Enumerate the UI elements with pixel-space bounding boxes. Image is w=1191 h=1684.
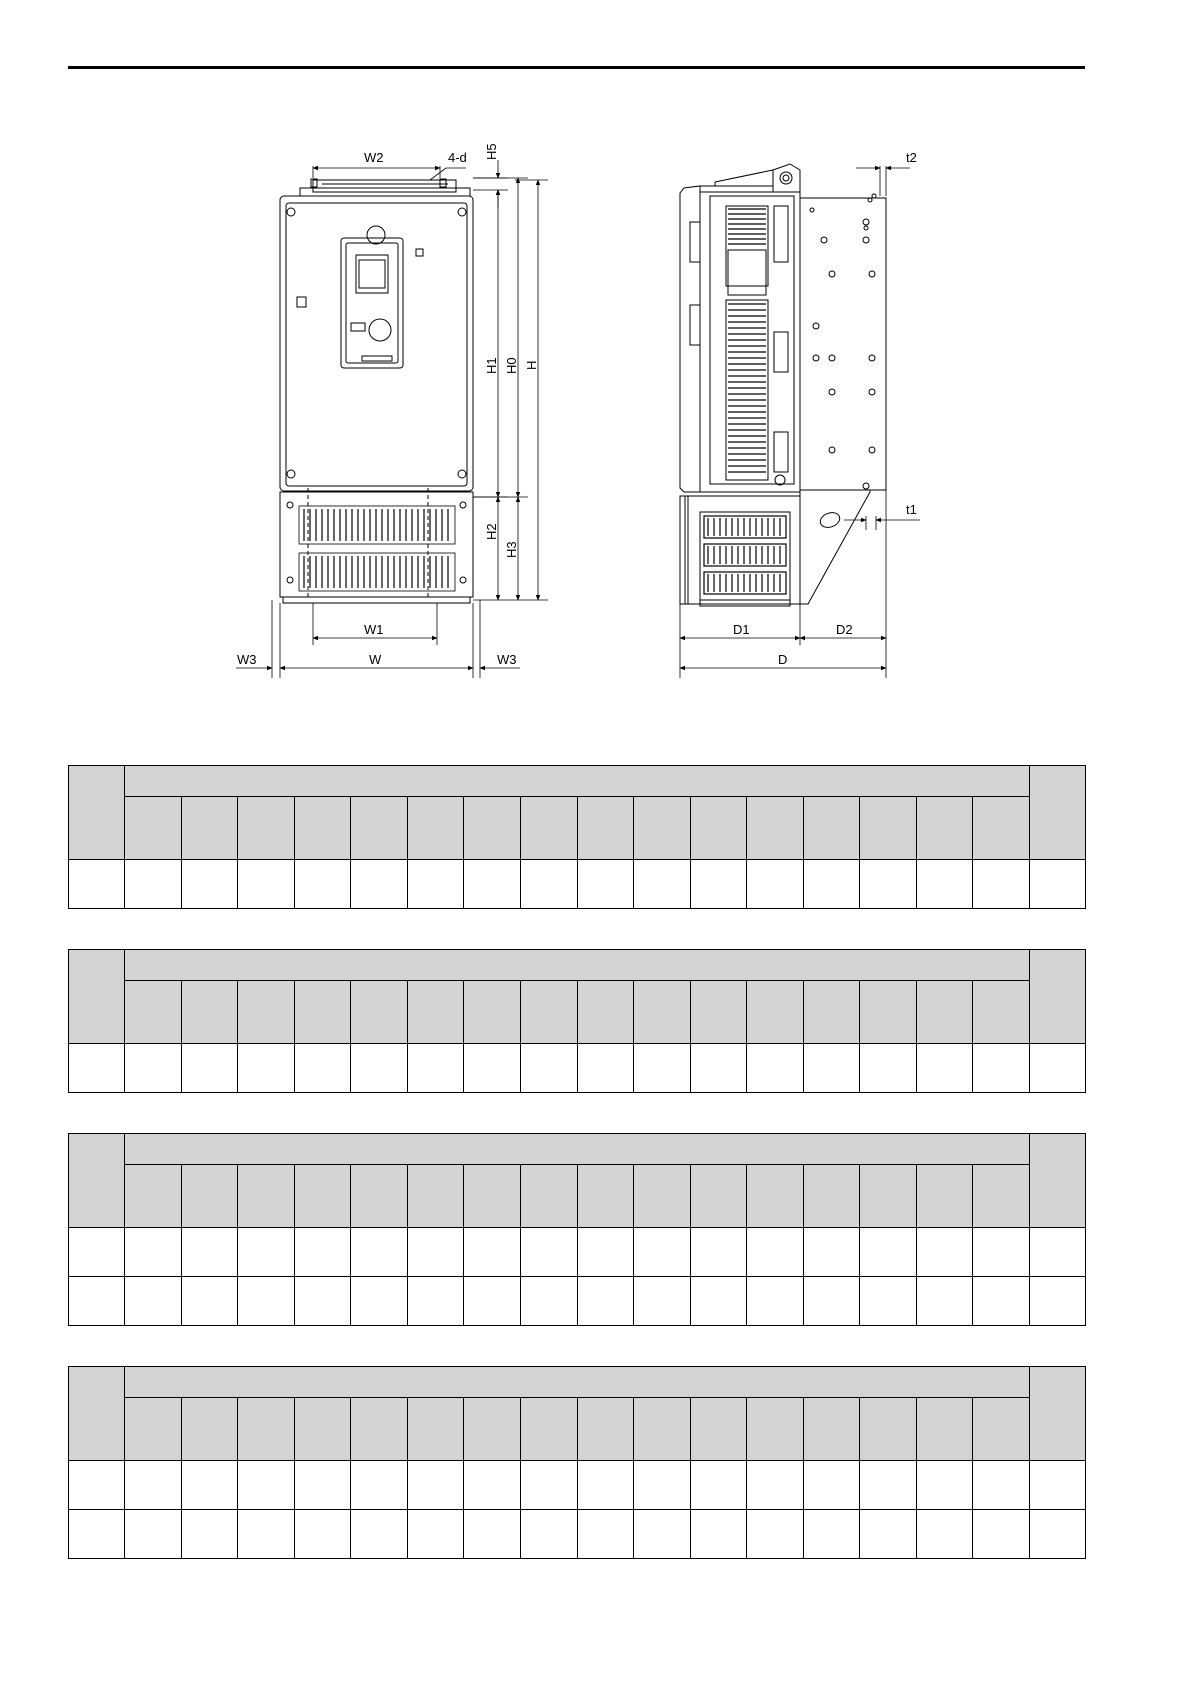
- table-cell: [1030, 1044, 1086, 1093]
- column-header-cell: [181, 1165, 238, 1228]
- table-cell: [634, 1510, 691, 1559]
- table-cell: [407, 1277, 464, 1326]
- table-cell: [464, 1277, 521, 1326]
- table-cell: [238, 1277, 295, 1326]
- column-header-cell: [803, 981, 860, 1044]
- table-cell: [1030, 860, 1086, 909]
- table-cell: [294, 1277, 351, 1326]
- column-header-cell: [407, 981, 464, 1044]
- table-cell: [464, 1510, 521, 1559]
- dimension-table-3: [68, 1133, 1086, 1326]
- label-t1: t1: [906, 502, 917, 517]
- table-cell: [916, 1228, 973, 1277]
- label-h0: H0: [504, 357, 519, 374]
- label-hole: 4-d: [448, 150, 467, 165]
- column-header-cell: [916, 797, 973, 860]
- table-cell: [181, 860, 238, 909]
- column-header-cell: [860, 797, 917, 860]
- dimension-drawing: [0, 0, 1191, 720]
- table-cell: [69, 1228, 125, 1277]
- column-header-cell: [747, 1398, 804, 1461]
- table-cell: [690, 1044, 747, 1093]
- label-h: H: [524, 360, 539, 370]
- table-cell: [238, 860, 295, 909]
- table-cell: [690, 860, 747, 909]
- table-row: [69, 1228, 1086, 1277]
- table-cell: [860, 1461, 917, 1510]
- table-cell: [1030, 1461, 1086, 1510]
- column-header-cell: [577, 981, 634, 1044]
- table-cell: [238, 1510, 295, 1559]
- column-header-cell: [520, 981, 577, 1044]
- table-cell: [973, 1277, 1030, 1326]
- column-header-cell: [181, 797, 238, 860]
- table-cell: [294, 860, 351, 909]
- column-header-cell: [294, 1165, 351, 1228]
- header-group-cell: [125, 766, 1030, 797]
- label-w1: W1: [364, 622, 384, 637]
- table-cell: [860, 1277, 917, 1326]
- column-header-cell: [747, 981, 804, 1044]
- header-cell: [69, 1134, 125, 1228]
- column-header-cell: [181, 981, 238, 1044]
- column-header-cell: [690, 797, 747, 860]
- table-cell: [634, 1277, 691, 1326]
- table-cell: [125, 860, 182, 909]
- column-header-cell: [803, 1165, 860, 1228]
- column-header-cell: [238, 981, 295, 1044]
- table-cell: [577, 1461, 634, 1510]
- table-cell: [407, 1044, 464, 1093]
- label-w3-right: W3: [497, 652, 517, 667]
- table-cell: [973, 1044, 1030, 1093]
- column-header-cell: [634, 1165, 691, 1228]
- column-header-cell: [577, 797, 634, 860]
- table-cell: [125, 1510, 182, 1559]
- table-cell: [803, 1277, 860, 1326]
- table-cell: [520, 1510, 577, 1559]
- table-cell: [1030, 1277, 1086, 1326]
- table-cell: [351, 860, 408, 909]
- table-cell: [860, 860, 917, 909]
- column-header-cell: [294, 981, 351, 1044]
- table-cell: [803, 1510, 860, 1559]
- column-header-cell: [294, 797, 351, 860]
- table-cell: [1030, 1228, 1086, 1277]
- column-header-cell: [407, 1165, 464, 1228]
- table-cell: [464, 1228, 521, 1277]
- column-header-cell: [464, 797, 521, 860]
- column-header-cell: [634, 1398, 691, 1461]
- header-group-cell: [125, 1134, 1030, 1165]
- label-d1: D1: [733, 622, 750, 637]
- table-cell: [294, 1228, 351, 1277]
- column-header-cell: [577, 1165, 634, 1228]
- label-w: W: [369, 652, 382, 667]
- table-cell: [747, 1228, 804, 1277]
- table-cell: [351, 1461, 408, 1510]
- table-row: [69, 1277, 1086, 1326]
- table-row: [69, 1461, 1086, 1510]
- column-header-cell: [860, 1165, 917, 1228]
- column-header-cell: [351, 1398, 408, 1461]
- header-cell: [1030, 1134, 1086, 1228]
- dimension-table-4: [68, 1366, 1086, 1559]
- table-cell: [690, 1510, 747, 1559]
- table-cell: [69, 1044, 125, 1093]
- column-header-cell: [464, 981, 521, 1044]
- table-cell: [803, 1044, 860, 1093]
- column-header-cell: [973, 981, 1030, 1044]
- column-header-cell: [690, 1165, 747, 1228]
- table-cell: [690, 1228, 747, 1277]
- table-cell: [520, 1228, 577, 1277]
- header-cell: [1030, 766, 1086, 860]
- table-cell: [351, 1510, 408, 1559]
- table-cell: [181, 1510, 238, 1559]
- table-cell: [464, 860, 521, 909]
- column-header-cell: [634, 797, 691, 860]
- column-header-cell: [803, 1398, 860, 1461]
- label-w3-left: W3: [237, 652, 257, 667]
- column-header-cell: [125, 1165, 182, 1228]
- table-cell: [634, 1461, 691, 1510]
- header-cell: [69, 766, 125, 860]
- table-cell: [294, 1510, 351, 1559]
- table-cell: [916, 1044, 973, 1093]
- column-header-cell: [803, 797, 860, 860]
- label-h2: H2: [484, 523, 499, 540]
- table-row: [69, 1510, 1086, 1559]
- table-cell: [860, 1044, 917, 1093]
- table-cell: [803, 860, 860, 909]
- label-h3: H3: [504, 541, 519, 558]
- table-cell: [294, 1461, 351, 1510]
- column-header-cell: [520, 797, 577, 860]
- table-cell: [125, 1277, 182, 1326]
- table-cell: [125, 1461, 182, 1510]
- side-view: [680, 164, 886, 606]
- table-cell: [238, 1461, 295, 1510]
- table-cell: [577, 1277, 634, 1326]
- header-cell: [69, 1367, 125, 1461]
- column-header-cell: [181, 1398, 238, 1461]
- column-header-cell: [238, 1398, 295, 1461]
- column-header-cell: [690, 1398, 747, 1461]
- table-cell: [351, 1228, 408, 1277]
- column-header-cell: [973, 1165, 1030, 1228]
- column-header-cell: [747, 797, 804, 860]
- table-cell: [973, 1510, 1030, 1559]
- column-header-cell: [125, 1398, 182, 1461]
- column-header-cell: [407, 797, 464, 860]
- table-cell: [407, 860, 464, 909]
- header-cell: [69, 950, 125, 1044]
- column-header-cell: [860, 981, 917, 1044]
- header-cell: [1030, 950, 1086, 1044]
- column-header-cell: [634, 981, 691, 1044]
- table-cell: [69, 860, 125, 909]
- table-cell: [916, 1277, 973, 1326]
- label-t2: t2: [906, 150, 917, 165]
- column-header-cell: [351, 981, 408, 1044]
- table-cell: [803, 1461, 860, 1510]
- column-header-cell: [690, 981, 747, 1044]
- column-header-cell: [294, 1398, 351, 1461]
- table-cell: [634, 860, 691, 909]
- header-group-cell: [125, 1367, 1030, 1398]
- column-header-cell: [520, 1165, 577, 1228]
- table-cell: [181, 1461, 238, 1510]
- table-cell: [860, 1510, 917, 1559]
- column-header-cell: [351, 797, 408, 860]
- column-header-cell: [407, 1398, 464, 1461]
- table-cell: [577, 1228, 634, 1277]
- column-header-cell: [916, 1398, 973, 1461]
- dimension-table-1: [68, 765, 1086, 909]
- dimension-table-2: [68, 949, 1086, 1093]
- table-cell: [803, 1228, 860, 1277]
- table-cell: [520, 860, 577, 909]
- table-cell: [294, 1044, 351, 1093]
- table-cell: [351, 1044, 408, 1093]
- table-cell: [125, 1044, 182, 1093]
- column-header-cell: [464, 1398, 521, 1461]
- table-cell: [690, 1277, 747, 1326]
- table-cell: [181, 1044, 238, 1093]
- table-row: [69, 1044, 1086, 1093]
- table-cell: [181, 1277, 238, 1326]
- table-cell: [916, 1461, 973, 1510]
- column-header-cell: [747, 1165, 804, 1228]
- column-header-cell: [238, 1165, 295, 1228]
- table-cell: [577, 860, 634, 909]
- table-cell: [860, 1228, 917, 1277]
- column-header-cell: [973, 797, 1030, 860]
- table-cell: [634, 1044, 691, 1093]
- table-cell: [520, 1277, 577, 1326]
- table-cell: [69, 1461, 125, 1510]
- front-view: [280, 179, 473, 603]
- table-cell: [973, 1228, 1030, 1277]
- table-cell: [747, 1510, 804, 1559]
- table-cell: [577, 1044, 634, 1093]
- table-cell: [634, 1228, 691, 1277]
- table-cell: [690, 1461, 747, 1510]
- table-cell: [407, 1510, 464, 1559]
- table-cell: [973, 860, 1030, 909]
- column-header-cell: [860, 1398, 917, 1461]
- table-cell: [238, 1228, 295, 1277]
- table-cell: [577, 1510, 634, 1559]
- table-cell: [69, 1510, 125, 1559]
- label-w2: W2: [364, 150, 384, 165]
- column-header-cell: [916, 981, 973, 1044]
- table-cell: [916, 860, 973, 909]
- column-header-cell: [520, 1398, 577, 1461]
- column-header-cell: [464, 1165, 521, 1228]
- table-cell: [238, 1044, 295, 1093]
- table-cell: [973, 1461, 1030, 1510]
- column-header-cell: [351, 1165, 408, 1228]
- header-cell: [1030, 1367, 1086, 1461]
- table-cell: [747, 1277, 804, 1326]
- table-cell: [747, 1044, 804, 1093]
- column-header-cell: [238, 797, 295, 860]
- column-header-cell: [973, 1398, 1030, 1461]
- header-group-cell: [125, 950, 1030, 981]
- table-row: [69, 860, 1086, 909]
- table-cell: [181, 1228, 238, 1277]
- table-cell: [916, 1510, 973, 1559]
- table-cell: [464, 1044, 521, 1093]
- label-h5: H5: [484, 143, 499, 160]
- label-h1: H1: [484, 357, 499, 374]
- column-header-cell: [916, 1165, 973, 1228]
- table-cell: [125, 1228, 182, 1277]
- table-cell: [1030, 1510, 1086, 1559]
- column-header-cell: [125, 797, 182, 860]
- label-d: D: [778, 652, 788, 667]
- table-cell: [520, 1044, 577, 1093]
- table-cell: [464, 1461, 521, 1510]
- table-cell: [407, 1228, 464, 1277]
- column-header-cell: [125, 981, 182, 1044]
- label-d2: D2: [836, 622, 853, 637]
- table-cell: [69, 1277, 125, 1326]
- table-cell: [407, 1461, 464, 1510]
- table-cell: [747, 1461, 804, 1510]
- table-cell: [520, 1461, 577, 1510]
- table-cell: [747, 860, 804, 909]
- column-header-cell: [577, 1398, 634, 1461]
- table-cell: [351, 1277, 408, 1326]
